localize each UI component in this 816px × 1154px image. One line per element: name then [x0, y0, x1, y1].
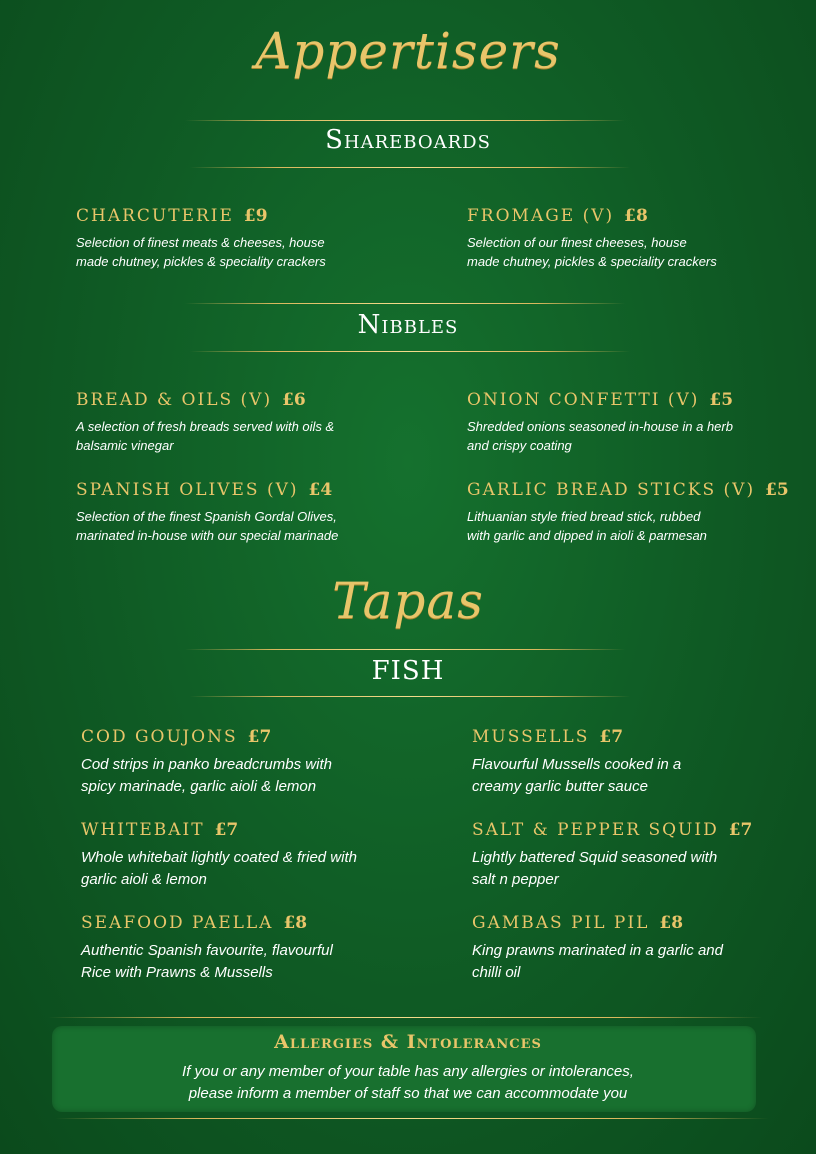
item-description: Selection of our finest cheeses, house made chutney, pickles & speciality crackers — [467, 235, 717, 269]
menu-item-bread-oils — [76, 390, 396, 455]
tapas-title: Tapas — [332, 572, 484, 630]
section-heading-fish: FISH — [371, 656, 445, 686]
divider — [185, 649, 625, 650]
divider — [190, 351, 630, 352]
item-price: £7 — [728, 820, 753, 840]
item-name: WHITEBAIT — [81, 820, 205, 840]
item-name: SPANISH OLIVES (V) — [76, 480, 299, 500]
item-description: Authentic Spanish favourite, flavourful Rice with Prawns & Mussells — [81, 942, 333, 981]
menu-item-charcuterie — [76, 206, 396, 271]
item-description: Selection of the finest Spanish Gordal Olives, marinated in-house with our special marinade — [76, 509, 339, 543]
item-name: SALT & PEPPER SQUID — [472, 820, 719, 840]
divider — [48, 1017, 762, 1018]
item-name: FROMAGE (V) — [467, 206, 615, 226]
item-price: £5 — [709, 390, 734, 410]
item-name: CHARCUTERIE — [76, 206, 234, 226]
divider — [185, 303, 625, 304]
item-description: A selection of fresh breads served with oils & balsamic vinegar — [76, 419, 335, 453]
item-price: £8 — [624, 206, 648, 226]
item-price: £7 — [599, 727, 624, 747]
item-name: MUSSELLS — [472, 727, 590, 747]
item-name: ONION CONFETTI (V) — [467, 390, 700, 410]
item-description: King prawns marinated in a garlic and chilli oil — [472, 942, 723, 981]
item-price: £7 — [247, 727, 272, 747]
item-name: GARLIC BREAD STICKS (V) — [467, 480, 756, 500]
item-price: £8 — [283, 913, 308, 933]
divider — [185, 120, 625, 121]
item-name: BREAD & OILS (V) — [76, 390, 273, 410]
item-price: £7 — [214, 820, 239, 840]
allergy-text: If you or any member of your table has any allergies or intolerances, please inform a member of staff so that we can accommodate you — [182, 1063, 634, 1102]
item-name: GAMBAS PIL PIL — [472, 913, 650, 933]
item-description: Lightly battered Squid seasoned with salt n pepper — [472, 849, 718, 888]
item-description: Shredded onions seasoned in-house in a herb and crispy coating — [467, 419, 733, 453]
item-price: £5 — [765, 480, 789, 500]
menu-item-whitebait — [81, 820, 401, 891]
item-description: Cod strips in panko breadcrumbs with spicy marinade, garlic aioli & lemon — [81, 756, 332, 795]
divider — [190, 167, 630, 168]
menu-item-salt-pepper-squid — [472, 820, 792, 891]
item-description: Flavourful Mussells cooked in a creamy garlic butter sauce — [472, 756, 682, 795]
appetisers-title: Appertisers — [255, 22, 561, 80]
item-description: Whole whitebait lightly coated & fried with garlic aioli & lemon — [81, 849, 357, 888]
menu-item-gambas-pil-pil — [472, 913, 792, 984]
item-description: Selection of finest meats & cheeses, house made chutney, pickles & speciality crackers — [76, 235, 326, 269]
allergy-title: Allergies & Intolerances — [274, 1031, 542, 1053]
item-price: £8 — [659, 913, 684, 933]
divider — [190, 696, 630, 697]
section-heading-nibbles: Nibbles — [357, 310, 459, 340]
menu-item-onion-confetti — [467, 390, 787, 455]
menu-item-fromage — [467, 206, 787, 271]
section-heading-shareboards: Shareboards — [325, 125, 491, 155]
menu-item-seafood-paella — [81, 913, 401, 984]
item-price: £6 — [282, 390, 306, 410]
item-price: £9 — [243, 206, 268, 226]
divider — [55, 1118, 769, 1119]
menu-item-mussells — [472, 727, 792, 798]
item-name: COD GOUJONS — [81, 727, 238, 747]
item-description: Lithuanian style fried bread stick, rubbed with garlic and dipped in aioli & parmesan — [467, 509, 707, 543]
item-price: £4 — [308, 480, 333, 500]
item-name: SEAFOOD PAELLA — [81, 913, 274, 933]
menu-item-cod-goujons — [81, 727, 401, 798]
menu-item-garlic-bread-sticks — [467, 480, 787, 545]
menu-item-spanish-olives — [76, 480, 396, 545]
